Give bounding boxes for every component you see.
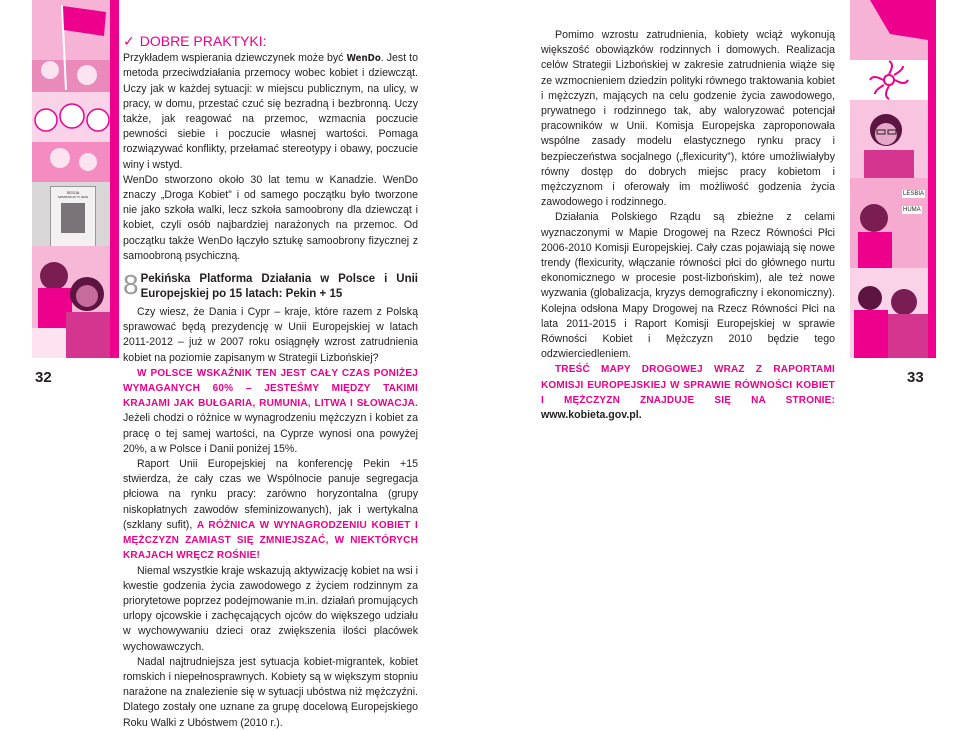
photo-women-smiling <box>32 246 110 358</box>
right-photo-strip <box>850 0 928 358</box>
good-practice-paragraph-2: WenDo stworzono około 30 lat temu w Kanadzie. WenDo znaczy „Droga Kobiet” i od samego początku było tworzone nie jako szkoła walki, lecz szkoła samoobrony dla dziewcząt i kobiet, czyli osób najbardziej narażonych na przemoc. Od początku także WenDo łączyło sztukę samoobrony fizycznej z samoobroną psychiczną. <box>123 173 418 262</box>
poster-sheet <box>50 186 96 246</box>
s-p2-highlight: W POLSCE WSKAŹNIK TEN JEST CAŁY CZAS PONIŻEJ WYMAGANYCH 60% – JESTEŚMY MIĘDZY TAKIMI KRAJAMI JAK BUŁGARIA, RUMUNIA, LITWA I SŁOWACJA. <box>123 367 418 410</box>
checkmark-icon: ✓ <box>123 33 135 49</box>
photo-rally-signs <box>850 178 928 268</box>
photo-masks <box>32 92 110 182</box>
photo-crowd <box>850 268 928 358</box>
section-paragraph-3 <box>123 457 418 563</box>
right-accent-bar <box>928 0 936 358</box>
section-paragraph-5: Nadal najtrudniejsza jest sytuacja kobiet-migrantek, kobiet romskich i niepełnosprawnych. Kobiety są w większym stopniu narażone na znalezienie się w sytuacji ubóstwa niż mężczyźni. Dlatego zostały one uznane za grupę docelową Europejskiego Roku Walki z Ubóstwem (2010 r.). <box>123 655 418 729</box>
gp-wendo: WenDo <box>346 53 381 65</box>
gp-p1-a: Przykładem wspierania dziewczynek może być <box>123 52 347 65</box>
website-url: www.kobieta.gov.pl. <box>541 409 642 422</box>
photo-poster <box>32 182 110 246</box>
section-heading <box>123 269 418 302</box>
good-practice-heading <box>123 34 418 49</box>
s-p3-a: Raport Unii Europejskiej na konferencję Pekin +15 stwierdza, że cały czas we Wspólnocie panuje segregacja płciowa na rynku pracy: zarówno horyzontalna (grupy niskopłatnych zawodów sfeminizowanych), jak i wertykalna (szklany sufit), <box>123 458 418 531</box>
right-paragraph-2: Działania Polskiego Rządu są zbieżne z celami wyznaczonymi w Mapie Drogowej na Rzecz Równości Płci 2006-2010 Komisji Europejskiej. Cały czas pojawiają się nowe trendy (flexicurity, włączanie równości płci do głównego nurtu ekonomicznego w procesie post-lizbońskim), ale też nowe wyzwania (globalizacja, kryzys demograficzny i ekonomiczny). Kolejna odsłona Mapy Drogowej na Rzecz Równości Płci na lata 2011-2015 i Raport Komisji Europejskiej w sprawie Równości Kobiet i Mężczyzn 2010 będzie tego odzwierciedleniem. <box>541 211 835 361</box>
s-p2-rest: Jeżeli chodzi o różnice w wynagrodzeniu mężczyzn i kobiet za pracę o tej samej wartości, na Cyprze wynosi ona powyżej 20%, a w Polsce i Danii poniżej 15%. <box>123 412 418 455</box>
page-number-right: 33 <box>907 369 924 386</box>
poster-line2: SPARTAKUS TY IDAN <box>57 195 89 199</box>
section-title: Pekińska Platforma Działania w Polsce i Unii Europejskiej po 15 latach: Pekin + 15 <box>140 273 418 301</box>
section-paragraph-1: Czy wiesz, że Dania i Cypr – kraje, które razem z Polską sprawować będą prezydencję w Unii Europejskiej w latach 2011-2012 – już w 2007 roku osiągnęły wzrost zatrudnienia kobiet na poziomie zapisanym w Strategii Lizbońskiej? <box>123 306 418 364</box>
photo-pink-banner <box>850 0 928 60</box>
right-paragraph-3 <box>541 362 835 423</box>
poster-line1: SESJA <box>66 190 80 195</box>
gp-p1-b: . Jest to metoda przeciwdziałania przemocy wobec kobiet i dziewcząt. Uczy jak w każdej sytuacji: w miejscu publicznym, na ulicy, w pracy, w domu, przestać czuć się bezradną i bezbronną. Uczy także, jak reagować na przemoc, wzmacnia poczucie pewności siebie i poczucie własnej wartości. Pomaga rozwiązywać konflikty, przełamać stereotypy i obawy, poczucie winy i wstyd. <box>123 52 418 171</box>
photo-pink-flag <box>32 0 110 92</box>
r-p3-highlight: TREŚĆ MAPY DROGOWEJ WRAZ Z RAPORTAMI KOMISJI EUROPEJSKIEJ W SPRAWIE RÓWNOŚCI KOBIET I MĘŻCZYZN ZNAJDUJE SIĘ NA STRONIE: <box>541 364 835 406</box>
left-accent-bar <box>110 0 119 358</box>
photo-flower-logo <box>850 60 928 100</box>
good-practice-label: DOBRE PRAKTYKI: <box>139 33 267 49</box>
section-paragraph-4: Niemal wszystkie kraje wskazują aktywizację kobiet na wsi i kwestie godzenia życia zawodowego z życiem rodzinnym za priorytetowe poprzez podejmowanie m.in. działań promujących urlopy ojcowskie i zachęcających ojców do większego udziału w wychowywaniu dzieci oraz zwiększenia ilości placówek wychowawczych. <box>123 564 419 653</box>
right-text-column <box>541 28 835 423</box>
photo-woman-glasses <box>850 100 928 178</box>
section-number: 8 <box>123 269 139 301</box>
left-photo-strip <box>32 0 110 358</box>
section-paragraph-2 <box>123 366 418 457</box>
sign-lesbia: LESBIA <box>903 191 925 197</box>
good-practice-paragraph-1 <box>123 51 418 173</box>
sign-huma: HUMA <box>903 207 921 213</box>
page-number-left: 32 <box>35 369 52 386</box>
s-p3-highlight: A RÓŻNICA W WYNAGRODZENIU KOBIET I MĘŻCZYZN ZAMIAST SIĘ ZMNIEJSZAĆ, W NIEKTÓRYCH KRAJACH WRĘCZ ROŚNIE! <box>123 519 418 562</box>
poster-figure <box>61 203 85 233</box>
right-paragraph-1: Pomimo wzrostu zatrudnienia, kobiety wciąż wykonują większość obowiązków rodzinnych i domowych. Realizacja celów Strategii Lizbońskiej w zakresie zatrudnienia wiąże się ze wzmocnieniem dziedzin polityki równego traktowania kobiet i mężczyzn, mających na celu godzenie życia zawodowego, prywatnego i rodzinnego tak, aby waloryzować potencjał pracowników w Unii. Komisja Europejska zaproponowała wspólne zasady modelu elastycznego rynku pracy i bezpieczeństwa socjalnego („flexicurity”), które umożliwiałyby równy dostęp do dobrych miejsc pracy kobietom i mężczyznom i oferowały im możliwość godzenia życia zawodowego i rodzinnego. <box>541 29 835 209</box>
left-text-column <box>123 34 418 731</box>
